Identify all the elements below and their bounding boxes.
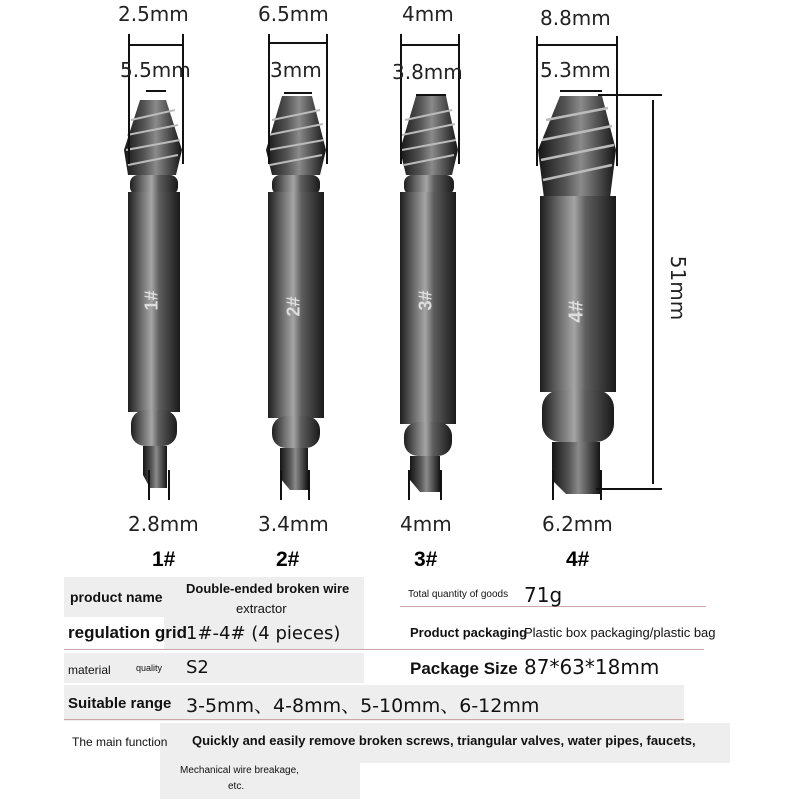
total-quantity-value: 71g — [524, 583, 563, 607]
length-arrow — [652, 100, 654, 484]
dim-guide — [280, 470, 282, 500]
dim-guide — [440, 470, 442, 500]
dim-guide — [168, 470, 170, 500]
dim-guide — [616, 36, 618, 166]
bit-2-marking: 2# — [283, 296, 304, 317]
bit-2-drill-size: 3.4mm — [258, 512, 329, 536]
dim-guide — [458, 34, 460, 164]
bit-1-tip-width: 2.5mm — [118, 2, 189, 26]
dim-guide — [552, 470, 554, 500]
main-function-value-2: Mechanical wire breakage, — [180, 765, 299, 776]
packaging-value: Plastic box packaging/plastic bag — [524, 625, 716, 640]
dim-guide — [600, 470, 602, 500]
bit-2-label: 2# — [276, 548, 300, 571]
product-name-label: product name — [70, 589, 163, 605]
bit-1-label: 1# — [152, 548, 176, 571]
dim-arrow — [560, 90, 602, 92]
regulation-label: regulation grid — [68, 623, 187, 642]
dim-arrow — [538, 44, 616, 46]
dim-guide — [148, 470, 150, 500]
dim-guide — [128, 34, 130, 164]
dim-arrow — [130, 44, 182, 46]
length-guide-top — [598, 94, 662, 96]
bit-3-label: 3# — [414, 548, 438, 571]
bit-1-drill-size: 2.8mm — [128, 512, 199, 536]
spec-table — [0, 573, 800, 800]
regulation-value: 1#-4# (4 pieces) — [186, 623, 341, 644]
bit-4-tip-length: 5.3mm — [540, 58, 611, 82]
dim-arrow — [402, 44, 458, 46]
dim-arrow — [284, 92, 312, 94]
dim-guide — [326, 34, 328, 164]
dim-guide — [400, 34, 402, 164]
dim-guide — [182, 34, 184, 164]
dim-guide — [408, 470, 410, 500]
dim-arrow — [416, 94, 446, 96]
bit-2-tip-length: 3mm — [270, 58, 322, 82]
bit-1-marking: 1# — [141, 290, 162, 311]
bit-3-marking: 3# — [415, 290, 436, 311]
dim-guide — [308, 470, 310, 500]
bit-1-tip-length: 5.5mm — [120, 58, 191, 82]
bit-4-tip-width: 8.8mm — [540, 6, 611, 30]
dim-arrow — [270, 42, 326, 44]
main-function-value-1: Quickly and easily remove broken screws, triangular valves, water pipes, faucets, — [192, 733, 696, 748]
bit-4 — [538, 96, 616, 494]
dim-guide — [536, 36, 538, 166]
bit-3-drill-size: 4mm — [400, 512, 452, 536]
length-guide-bottom — [596, 488, 662, 490]
material-label-suffix: quality — [136, 663, 163, 673]
bit-2 — [266, 96, 326, 490]
total-quantity-label: Total quantity of goods — [408, 589, 509, 600]
bit-4-drill-size: 6.2mm — [542, 512, 613, 536]
bit-3-tip-length: 3.8mm — [392, 60, 463, 84]
dim-guide — [268, 34, 270, 164]
bit-4-marking: 4# — [565, 300, 588, 323]
bit-3-tip-width: 4mm — [402, 2, 454, 26]
overall-length-label: 51mm — [666, 255, 691, 321]
product-name-value-2: extractor — [236, 601, 287, 616]
bit-4-label: 4# — [566, 548, 590, 571]
suitable-range-label: Suitable range — [68, 695, 172, 712]
package-size-value: 87*63*18mm — [524, 655, 660, 679]
suitable-range-value: 3-5mm、4-8mm、5-10mm、6-12mm — [186, 695, 540, 717]
dim-arrow — [146, 90, 166, 92]
package-size-label: Package Size — [410, 659, 518, 678]
main-function-label: The main function — [72, 735, 168, 749]
main-function-value-3: etc. — [228, 781, 245, 792]
product-name-value-1: Double-ended broken wire — [186, 581, 350, 596]
material-label: material — [68, 663, 111, 677]
bit-2-tip-width: 6.5mm — [258, 2, 329, 26]
packaging-label: Product packaging — [410, 625, 528, 640]
material-value: S2 — [186, 657, 209, 678]
